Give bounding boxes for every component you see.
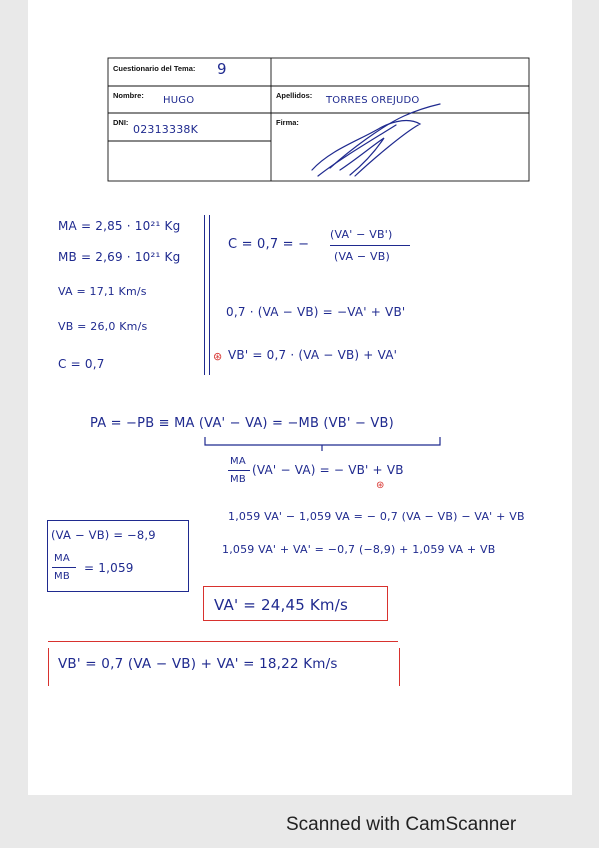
momentum-mark: ⊛ [376,480,385,491]
result-vb-rule [48,641,398,642]
nombre-value: HUGO [163,95,195,106]
apellidos-label: Apellidos: [276,91,313,100]
apellidos-value: TORRES OREJUDO [326,95,420,106]
cuestionario-value: 9 [217,60,227,78]
momentum-line3: 1,059 VA' − 1,059 VA = − 0,7 (VA − VB) − VA' + VB [228,510,525,523]
given-vb: VB = 26,0 Km/s [58,320,148,333]
given-ma: MA = 2,85 · 10²¹ Kg [58,219,181,233]
given-va: VA = 17,1 Km/s [58,285,147,298]
momentum-ratio-num: MA [230,456,246,467]
restitution-mark: ⊛ [213,350,223,363]
restitution-formula-left: C = 0,7 = − [228,237,310,252]
dni-label: DNI: [113,118,129,127]
sidebox-ratio-val: = 1,059 [84,561,134,575]
fraction-bar [52,567,76,568]
momentum-ratio-den: MB [230,474,246,485]
result-va-prime: VA' = 24,45 Km/s [214,596,349,614]
restitution-formula-num: (VA' − VB') [330,228,393,241]
fraction-bar [228,470,250,471]
given-mb: MB = 2,69 · 10²¹ Kg [58,250,181,264]
given-c: C = 0,7 [58,357,105,371]
dni-value: 02313338K [133,123,199,136]
restitution-line2: 0,7 · (VA − VB) = −VA' + VB' [226,305,406,319]
restitution-formula-den: (VA − VB) [334,250,391,263]
restitution-line3: VB' = 0,7 · (VA − VB) + VA' [228,348,398,362]
sidebox-ratio-den: MB [54,571,70,582]
firma-label: Firma: [276,118,299,127]
momentum-line4: 1,059 VA' + VA' = −0,7 (−8,9) + 1,059 VA + VB [222,543,496,556]
momentum-ratio-rest: (VA' − VA) = − VB' + VB [252,463,404,477]
nombre-label: Nombre: [113,91,144,100]
sidebox-diff: (VA − VB) = −8,9 [51,528,156,542]
cuestionario-label: Cuestionario del Tema: [113,64,196,73]
result-vb-prime: VB' = 0,7 (VA − VB) + VA' = 18,22 Km/s [58,656,338,672]
footer-scanner-text: Scanned with CamScanner [286,814,517,835]
momentum-line1: PA = −PB ≡ MA (VA' − VA) = −MB (VB' − VB) [90,416,394,431]
sidebox-ratio-num: MA [54,553,70,564]
result-va-rule [203,586,387,587]
